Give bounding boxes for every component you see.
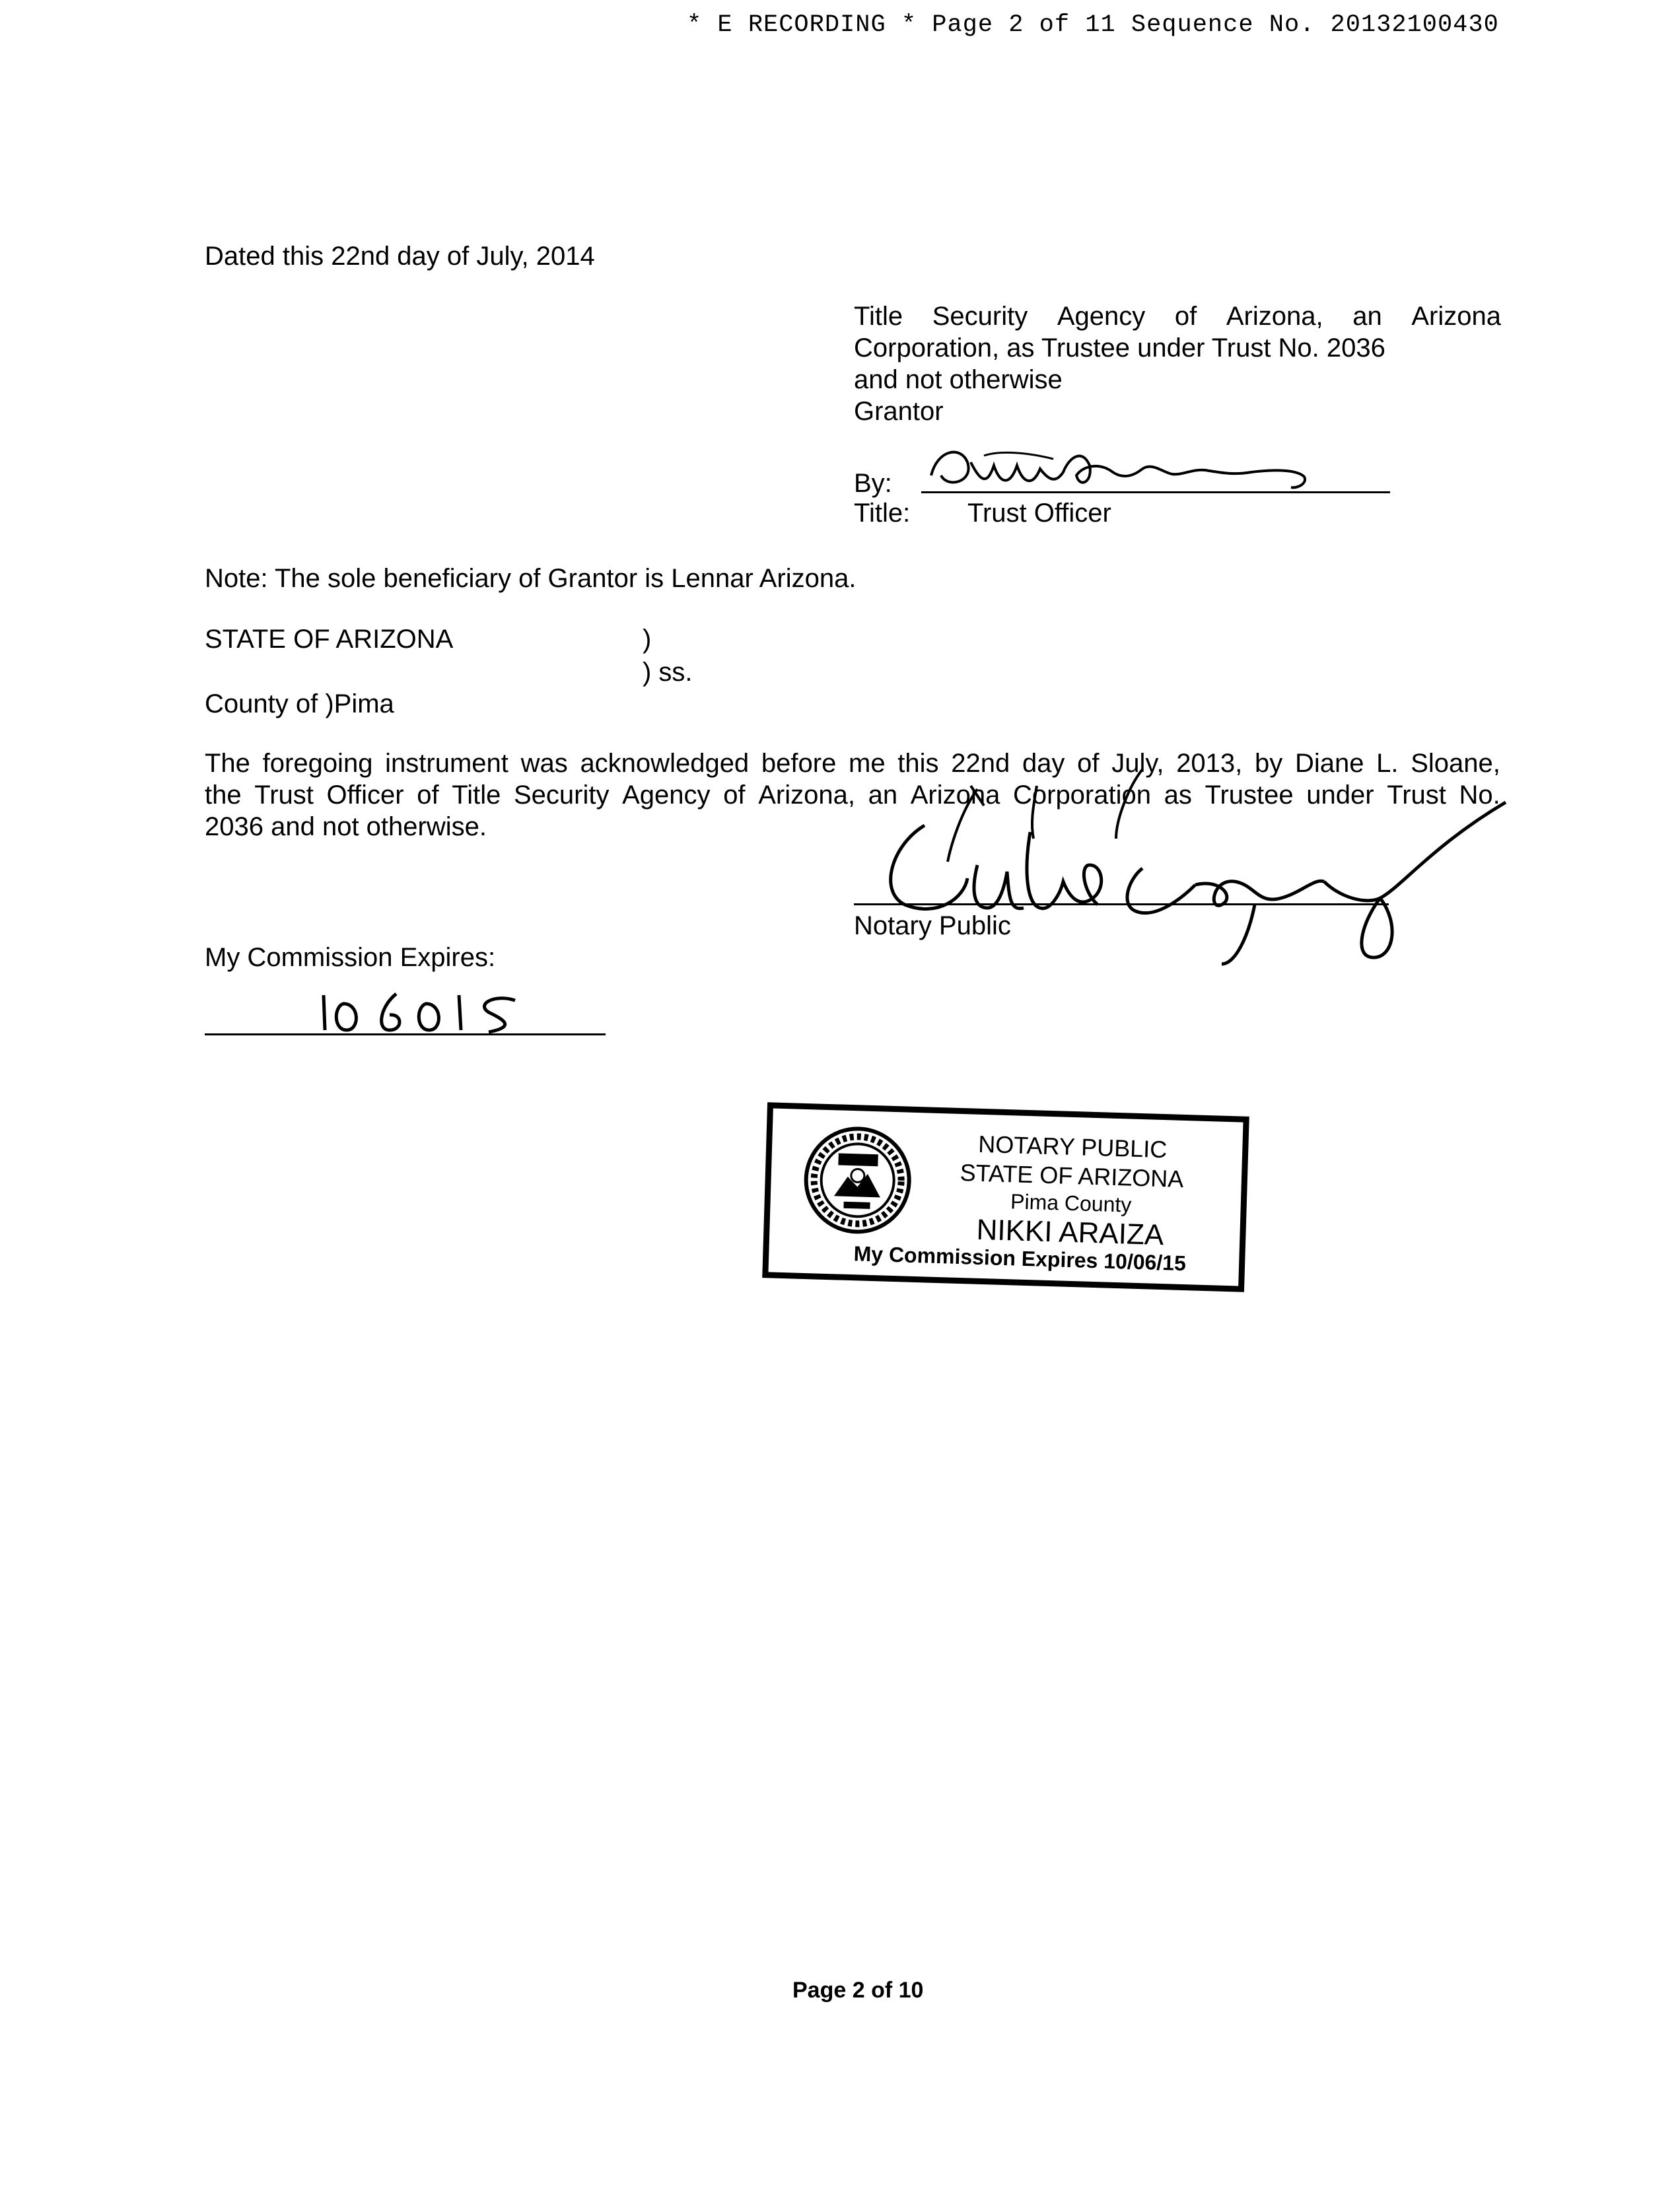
- grantor-line-1: [854, 300, 1501, 332]
- notary-stamp: [762, 1102, 1249, 1292]
- stamp-line-county: Pima County: [1010, 1189, 1132, 1217]
- grantor-line-1-word: Title: [854, 302, 903, 331]
- page-number: Page 2 of 10: [792, 1978, 924, 2003]
- acknowledgment-line-2-word: as: [1164, 781, 1192, 810]
- acknowledgment-line-2-word: Arizona,: [758, 781, 855, 810]
- acknowledgment-line-1-word: of: [1077, 749, 1100, 778]
- acknowledgment-line-3: 2036 and not otherwise.: [205, 812, 487, 841]
- acknowledgment-line-2-word: Trust: [254, 781, 314, 810]
- grantor-line-1-word: Security: [932, 302, 1028, 331]
- acknowledgment-line-2-word: Arizona: [910, 781, 1000, 810]
- acknowledgment-line-1-word: instrument: [385, 749, 508, 778]
- acknowledgment-line-2-word: an: [868, 781, 898, 810]
- acknowledgment-line-2-word: Corporation: [1012, 781, 1151, 810]
- beneficiary-note: Note: The sole beneficiary of Grantor is Lennar Arizona.: [205, 564, 857, 593]
- arizona-state-seal-icon: [800, 1123, 915, 1238]
- acknowledgment-line-1-word: 22nd: [951, 749, 1010, 778]
- grantor-line-1-word: Arizona,: [1226, 302, 1323, 331]
- recording-header: * E RECORDING * Page 2 of 11 Sequence No. 20132100430: [687, 11, 1499, 39]
- acknowledgment-line-2-word: Trust: [1387, 781, 1446, 810]
- stamp-line-state: STATE OF ARIZONA: [960, 1158, 1184, 1193]
- acknowledgment-line-2-word: of: [417, 781, 439, 810]
- acknowledgment-line-1-word: day: [1022, 749, 1065, 778]
- acknowledgment-line-1-word: Diane: [1294, 749, 1364, 778]
- dated-line: Dated this 22nd day of July, 2014: [205, 242, 595, 271]
- acknowledgment-line-1-word: July,: [1111, 749, 1164, 778]
- grantor-line-1-word: Arizona: [1411, 302, 1501, 331]
- stamp-line-notary-name: NIKKI ARAIZA: [975, 1213, 1164, 1252]
- acknowledgment-line-2-word: Officer: [326, 781, 404, 810]
- stamp-line-notary-public: NOTARY PUBLIC: [977, 1130, 1168, 1163]
- venue-state: STATE OF ARIZONA: [205, 625, 454, 654]
- grantor-line-1-word: of: [1174, 302, 1197, 331]
- acknowledgment-line-1-word: before: [761, 749, 837, 778]
- acknowledgment-line-1-word: L.: [1376, 749, 1399, 778]
- acknowledgment-line-2-word: the: [205, 781, 242, 810]
- title-label: Title:: [854, 499, 911, 528]
- grantor-line-1-word: Agency: [1057, 302, 1146, 331]
- grantor-line-3: and not otherwise: [854, 365, 1063, 394]
- acknowledgment-line-2-word: of: [723, 781, 746, 810]
- trustee-signature: [921, 436, 1383, 502]
- commission-expires-label: My Commission Expires:: [205, 943, 496, 972]
- acknowledgment-line-1-word: 2013,: [1176, 749, 1243, 778]
- venue-paren: ): [643, 625, 652, 654]
- acknowledgment-line-2-word: Security: [513, 781, 610, 810]
- acknowledgment-line-1-word: The: [205, 749, 250, 778]
- grantor-block: [854, 300, 1501, 427]
- acknowledgment-line-2-word: Trustee: [1205, 781, 1294, 810]
- acknowledgment-line-1-word: this: [897, 749, 939, 778]
- handwritten-commission-date: [317, 987, 528, 1040]
- acknowledgment-line-1-word: foregoing: [262, 749, 373, 778]
- stamp-line-commission: My Commission Expires 10/06/15: [853, 1241, 1187, 1276]
- acknowledgment-line-1-word: by: [1255, 749, 1283, 778]
- acknowledgment-line-2-word: Title: [452, 781, 501, 810]
- acknowledgment-line-1-word: Sloane,: [1411, 749, 1500, 778]
- notary-public-label: Notary Public: [854, 911, 1011, 940]
- venue-county: County of )Pima: [205, 689, 394, 718]
- by-label: By:: [854, 469, 892, 498]
- grantor-line-2: Corporation, as Trustee under Trust No. 2036: [854, 333, 1385, 363]
- acknowledgment-line-2-word: under: [1306, 781, 1374, 810]
- acknowledgment-line-1-word: acknowledged: [580, 749, 750, 778]
- acknowledgment-line-2-word: No.: [1459, 781, 1500, 810]
- grantor-line-1-word: an: [1352, 302, 1382, 331]
- grantor-line-4: Grantor: [854, 397, 944, 426]
- title-value: Trust Officer: [967, 499, 1111, 528]
- acknowledgment-line-1-word: me: [849, 749, 886, 778]
- acknowledgment-line-1-word: was: [520, 749, 568, 778]
- venue-ss: ) ss.: [643, 658, 693, 687]
- acknowledgment-line-2-word: Agency: [622, 781, 711, 810]
